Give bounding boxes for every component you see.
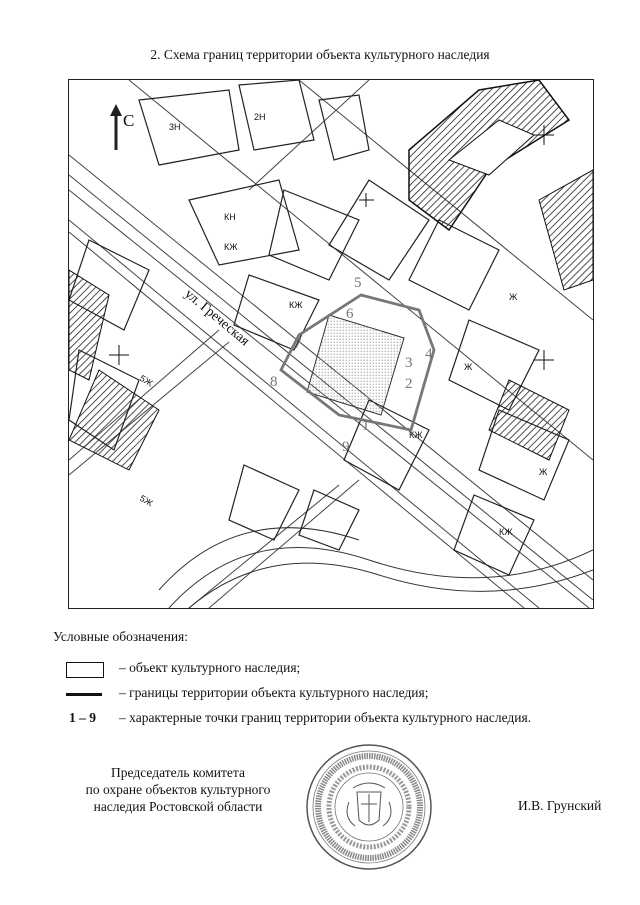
building-label: Ж	[509, 292, 518, 302]
legend-item-object	[53, 660, 613, 680]
building-label: КЖ	[289, 300, 303, 310]
point-3: 3	[405, 355, 413, 371]
legend-box-symbol	[66, 662, 104, 678]
legend-text: – границы территории объекта культурного наследия;	[119, 685, 429, 700]
detsad-label: детсад	[467, 125, 507, 161]
point-2: 2	[405, 376, 413, 392]
point-5: 5	[354, 275, 362, 291]
point-9: 9	[342, 439, 350, 455]
building-label: КЖ	[224, 242, 238, 252]
seal-emblem	[347, 783, 391, 826]
official-seal	[299, 742, 439, 872]
map-drawing	[69, 80, 593, 608]
signature-line: Председатель комитета	[111, 765, 245, 780]
point-6: 6	[346, 306, 354, 322]
legend-title: Условные обозначения:	[53, 629, 189, 644]
building-label: 5Ж	[138, 493, 155, 509]
building-label: 5Ж	[138, 373, 155, 389]
building-label: КЖ	[499, 527, 513, 537]
legend-line-symbol	[66, 693, 102, 696]
building-label: КН	[224, 212, 236, 222]
legend-item-boundary	[53, 685, 613, 705]
legend-item-points	[53, 710, 613, 730]
rail-curves	[159, 528, 593, 608]
building-label: Ж	[464, 362, 473, 372]
north-label: С	[123, 111, 135, 130]
building-label: КЖ	[409, 430, 423, 440]
point-4: 4	[425, 346, 433, 362]
signature-line: наследия Ростовской области	[93, 799, 263, 814]
building-label: Ж	[539, 467, 548, 477]
building-label: 2Н	[254, 112, 266, 122]
page-title: 2. Схема границ территории объекта культурного наследия	[150, 47, 490, 62]
cadastral-map	[68, 79, 594, 609]
legend-number-symbol: 1 – 9	[69, 710, 96, 725]
north-arrow	[110, 104, 134, 150]
signature-block	[78, 764, 278, 815]
street-label: ул. Греческая	[181, 286, 252, 350]
signature-line: по охране объектов культурного	[85, 782, 271, 797]
building-label: 3Н	[169, 122, 181, 132]
point-8: 8	[270, 374, 278, 390]
legend-text: – характерные точки границ территории объекта культурного наследия.	[119, 710, 532, 725]
legend-text: – объект культурного наследия;	[119, 660, 301, 675]
point-7: 7	[294, 336, 302, 352]
point-1: 1	[362, 418, 370, 434]
signer-name: И.В. Грунский	[518, 798, 602, 813]
